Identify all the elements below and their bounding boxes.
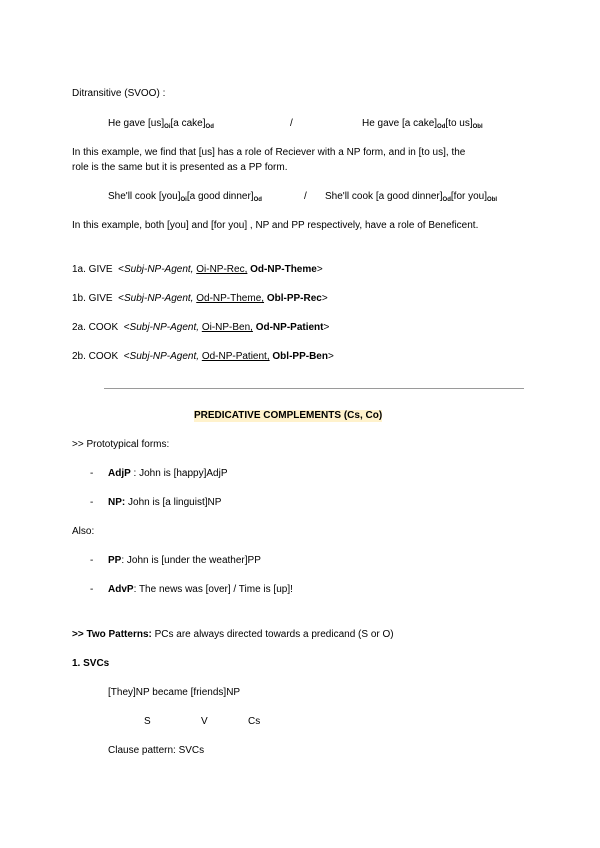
- item-label: AdvP: [108, 584, 134, 595]
- frame-number: 2b. COOK: [72, 351, 119, 362]
- item-text: : John is [under the weather]PP: [121, 555, 261, 566]
- prototypical-heading: >> Prototypical forms:: [72, 439, 170, 450]
- frame-close: >: [316, 264, 323, 275]
- example-text: She'll cook [a good dinner]: [325, 191, 443, 202]
- item-text: : The news was [over] / Time is [up]!: [133, 584, 293, 595]
- patterns-text: PCs are always directed towards a predicand (S or O): [151, 629, 394, 640]
- paragraph-line: In this example, both [you] and [for you] , NP and PP respectively, have a role of Beneficent.: [72, 220, 479, 231]
- paragraph-line: role is the same but it is presented as a PP form.: [72, 162, 288, 173]
- ditransitive-heading: Ditransitive (SVOO) :: [72, 88, 166, 99]
- frame-open: <: [123, 322, 130, 333]
- item-text: John is [a linguist]NP: [125, 497, 222, 508]
- bullet-dash: -: [90, 468, 94, 479]
- slash-separator: /: [290, 118, 293, 129]
- list-item-advp: [108, 584, 293, 596]
- frame-object1: Od-NP-Patient,: [201, 351, 270, 362]
- example-text: [a good dinner]: [186, 191, 254, 202]
- frame-number: 1b. GIVE: [72, 293, 113, 304]
- frame-object2: Od-NP-Theme: [250, 264, 317, 275]
- example-text: [a cake]: [170, 118, 206, 129]
- example-text: [to us]: [445, 118, 473, 129]
- subscript: Obl: [487, 197, 498, 203]
- role-label-v: V: [201, 716, 208, 727]
- subscript: Oi: [164, 124, 171, 130]
- also-heading: Also:: [72, 526, 95, 537]
- frame-close: >: [321, 293, 328, 304]
- example-cook-oi-od: [108, 191, 262, 203]
- frame-number: 2a. COOK: [72, 322, 119, 333]
- frame-open: <: [118, 264, 124, 275]
- bullet-dash: -: [90, 497, 94, 508]
- horizontal-rule: [104, 388, 524, 389]
- patterns-label: >> Two Patterns:: [72, 629, 152, 640]
- bullet-dash: -: [90, 555, 94, 566]
- example-text: He gave [us]: [108, 118, 165, 129]
- svc-example: [They]NP became [friends]NP: [108, 687, 241, 698]
- example-text: She'll cook [you]: [108, 191, 181, 202]
- paragraph-line: In this example, we find that [us] has a role of Reciever with a NP form, and in [to us], the: [72, 147, 466, 158]
- frame-object2: Obl-PP-Ben: [272, 351, 328, 362]
- frame-object1: Oi-NP-Ben,: [201, 322, 253, 333]
- example-give-od-obl: [362, 118, 483, 130]
- frame-open: <: [118, 293, 124, 304]
- subscript: Od: [437, 124, 446, 130]
- frame-object1: Od-NP-Theme,: [196, 293, 265, 304]
- frame-object2: Obl-PP-Rec: [266, 293, 322, 304]
- item-label: NP:: [108, 497, 126, 508]
- frame-number: 1a. GIVE: [72, 264, 113, 275]
- example-text: [for you]: [450, 191, 488, 202]
- example-cook-od-obl: [325, 191, 497, 203]
- frame-agent: Subj-NP-Agent,: [129, 322, 200, 333]
- frame-open: <: [123, 351, 130, 362]
- list-item-pp: [108, 555, 261, 567]
- frame-2b-cook: [72, 351, 334, 363]
- role-label-cs: Cs: [248, 716, 261, 727]
- list-item-adjp: [108, 468, 228, 480]
- example-give-oi-od: [108, 118, 214, 130]
- frame-agent: Subj-NP-Agent,: [123, 293, 194, 304]
- frame-close: >: [323, 322, 330, 333]
- frame-1a-give: [72, 264, 323, 276]
- subscript: Oi: [180, 197, 187, 203]
- frame-1b-give: [72, 293, 328, 305]
- item-label: AdjP: [108, 468, 131, 479]
- frame-object2: Od-NP-Patient: [255, 322, 324, 333]
- svc-heading: 1. SVCs: [72, 658, 110, 669]
- item-label: PP: [108, 555, 122, 566]
- subscript: Od: [253, 197, 262, 203]
- section-title: PREDICATIVE COMPLEMENTS (Cs, Co): [194, 410, 383, 421]
- item-text: : John is [happy]AdjP: [130, 468, 228, 479]
- frame-agent: Subj-NP-Agent,: [129, 351, 200, 362]
- slash-separator: /: [304, 191, 307, 202]
- subscript: Od: [205, 124, 214, 130]
- frame-agent: Subj-NP-Agent,: [123, 264, 194, 275]
- clause-pattern: Clause pattern: SVCs: [108, 745, 205, 756]
- subscript: Od: [442, 197, 451, 203]
- frame-object1: Oi-NP-Rec,: [196, 264, 248, 275]
- example-text: He gave [a cake]: [362, 118, 438, 129]
- two-patterns-line: [72, 629, 394, 641]
- frame-2a-cook: [72, 322, 329, 334]
- subscript: Obl: [472, 124, 483, 130]
- bullet-dash: -: [90, 584, 94, 595]
- role-label-s: S: [144, 716, 151, 727]
- frame-close: >: [327, 351, 334, 362]
- list-item-np: [108, 497, 221, 509]
